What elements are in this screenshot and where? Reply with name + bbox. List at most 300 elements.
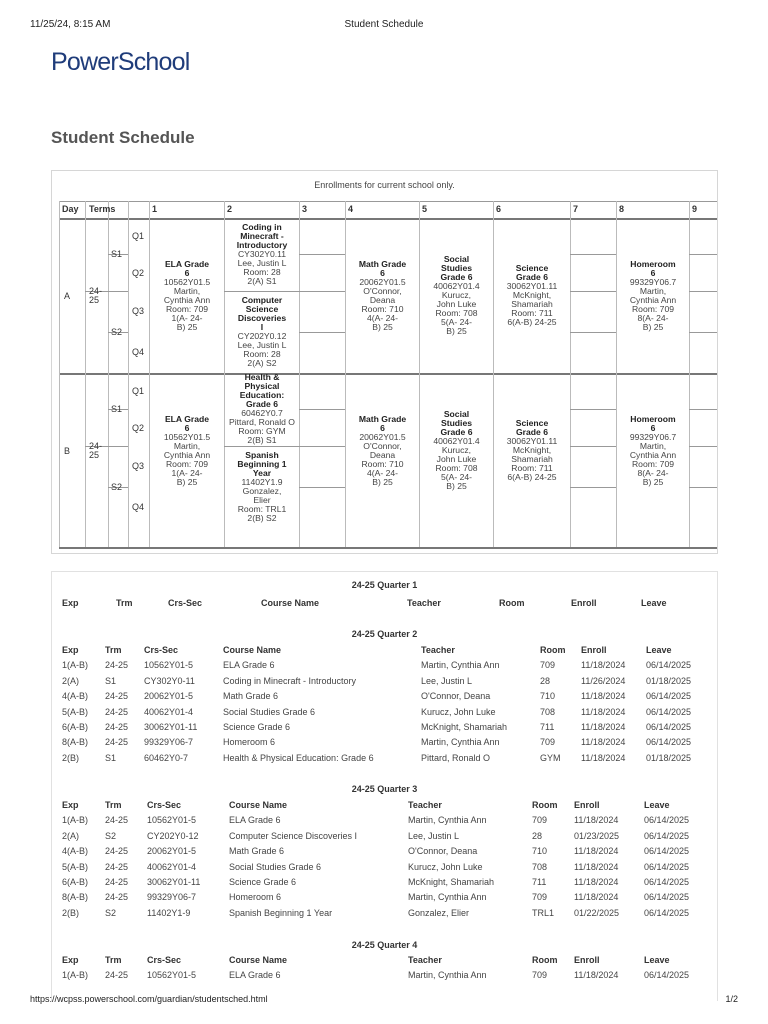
table-cell: 711: [532, 877, 547, 887]
table-cell: Computer Science Discoveries I: [229, 830, 358, 841]
table-row: [52, 970, 717, 983]
table-cell: Martin, Cynthia Ann: [408, 815, 487, 826]
table-cell: 06/14/2025: [644, 970, 690, 981]
grid-hline: [59, 547, 718, 549]
column-header-teacher: Teacher: [408, 800, 442, 810]
course-name-line: Homeroom: [630, 413, 676, 424]
course-detail-line: Martin,: [639, 285, 667, 296]
course-name-line: Discoveries: [237, 312, 287, 323]
course-detail-line: 99329Y06.7: [629, 276, 677, 287]
course-name-line: Grade 6: [440, 272, 473, 282]
course-detail-line: Martin,: [173, 285, 201, 296]
course-detail-line: B) 25: [176, 321, 198, 332]
course-detail-line: O'Connor,: [363, 440, 402, 451]
table-cell: 24-25: [105, 660, 129, 671]
table-cell: 710: [532, 846, 548, 857]
grid-hline: [299, 446, 345, 447]
course-detail-line: Pittard, Ronald O: [229, 417, 295, 428]
table-cell: 8(A-B): [62, 737, 89, 748]
header-period-7: 7: [573, 204, 579, 214]
table-cell: 24-25: [105, 861, 129, 872]
course-detail-line: 20062Y01.5: [359, 276, 406, 287]
table-cell: ELA Grade 6: [229, 815, 281, 826]
quarter-table-header: [52, 645, 717, 658]
course-detail-line: Room: 709: [631, 458, 675, 469]
table-cell: Lee, Justin L: [408, 830, 460, 841]
course-detail-line: Kurucz,: [441, 290, 472, 300]
course-info: [507, 264, 558, 327]
schedule-cell[interactable]: [420, 218, 493, 373]
course-detail-line: 10562Y01.5: [163, 276, 211, 287]
quarter-tables: [51, 571, 718, 1001]
course-name-line: Education:: [239, 390, 285, 401]
table-cell: 06/14/2025: [646, 737, 692, 748]
grid-vline: [299, 201, 300, 547]
course-detail-line: Room: 711: [511, 308, 553, 318]
schedule-matrix: [51, 170, 718, 554]
table-cell: CY202Y0-12: [147, 830, 199, 841]
table-cell: 11/18/2024: [574, 970, 619, 981]
quarter-label-Q2: Q2: [132, 267, 145, 278]
column-header-teacher: Teacher: [421, 645, 455, 655]
table-cell: ELA Grade 6: [229, 970, 281, 981]
column-header-exp: Exp: [62, 800, 79, 810]
table-row: [52, 892, 717, 905]
schedule-cell[interactable]: [150, 373, 224, 528]
grid-vline: [85, 201, 86, 547]
header-period-3: 3: [302, 204, 308, 214]
table-cell: Homeroom 6: [223, 737, 276, 748]
table-cell: 1(A-B): [62, 815, 89, 826]
table-cell: Gonzalez, Elier: [408, 907, 470, 918]
table-cell: 99329Y06-7: [144, 737, 194, 748]
column-header-enroll: Enroll: [571, 598, 597, 608]
header-period-5: 5: [422, 204, 428, 214]
table-cell: 24-25: [105, 737, 129, 748]
table-cell: 2(A): [62, 675, 80, 686]
grid-hline: [299, 254, 345, 255]
schedule-cell[interactable]: [346, 218, 419, 373]
table-cell: McKnight, Shamariah: [421, 722, 508, 732]
header-period-1: 1: [152, 204, 158, 214]
grid-hline: [689, 332, 718, 333]
column-header-trm: Trm: [105, 800, 122, 810]
course-detail-line: Elier: [253, 494, 271, 505]
table-row: [52, 722, 717, 735]
table-cell: 06/14/2025: [644, 815, 690, 826]
table-cell: 24-25: [105, 691, 129, 702]
grid-hline: [570, 409, 616, 410]
table-cell: Kurucz, John Luke: [421, 706, 496, 717]
grid-hline: [299, 332, 345, 333]
table-cell: 709: [540, 737, 556, 748]
table-cell: Math Grade 6: [229, 846, 285, 857]
table-cell: 30062Y01-11: [144, 722, 198, 732]
grid-hline: [689, 487, 718, 488]
course-name-line: Spanish: [245, 449, 279, 460]
course-detail-line: CY302Y0.11: [237, 248, 287, 259]
course-detail-line: 1(A- 24-: [171, 467, 203, 478]
table-cell: 11/18/2024: [574, 846, 619, 857]
table-cell: 06/14/2025: [646, 691, 692, 702]
grid-hline: [570, 332, 616, 333]
table-cell: 24-25: [105, 877, 129, 887]
table-row: [52, 676, 717, 689]
quarter-label-Q2: Q2: [132, 422, 145, 433]
course-detail-line: 11402Y1.9: [241, 476, 283, 487]
quarter-title: 24-25 Quarter 1: [351, 580, 418, 590]
table-cell: Martin, Cynthia Ann: [408, 970, 487, 981]
table-cell: 30062Y01-11: [147, 877, 201, 887]
table-row: [52, 753, 717, 766]
course-info: [507, 419, 558, 482]
table-cell: 709: [540, 660, 556, 671]
course-name-line: Beginning 1: [237, 458, 287, 469]
schedule-cell[interactable]: [225, 373, 299, 446]
course-name-line: Science: [515, 263, 549, 273]
course-name-line: ELA Grade: [164, 413, 210, 424]
table-cell: Social Studies Grade 6: [223, 706, 316, 717]
course-info: [237, 451, 286, 523]
course-detail-line: Lee, Justin L: [237, 257, 287, 268]
table-row: [52, 862, 717, 875]
column-header-room: Room: [532, 955, 558, 965]
schedule-cell[interactable]: [225, 218, 299, 291]
grid-hline: [689, 409, 718, 410]
page-number: 1/2: [725, 994, 738, 1004]
schedule-cell[interactable]: [494, 218, 570, 373]
column-header-trm: Trm: [116, 598, 133, 608]
course-detail-line: Room: 708: [435, 463, 478, 473]
table-cell: 709: [532, 815, 548, 826]
course-detail-line: Cynthia Ann: [629, 449, 677, 460]
schedule-cell[interactable]: [617, 373, 689, 528]
grid-hline: [299, 487, 345, 488]
table-cell: 01/18/2025: [646, 752, 692, 763]
column-header-trm: Trm: [105, 955, 122, 965]
table-cell: 11/18/2024: [574, 877, 619, 887]
course-detail-line: 20062Y01.5: [359, 431, 406, 442]
schedule-cell[interactable]: [494, 373, 570, 528]
course-name-line: Health &: [244, 372, 280, 383]
grid-hline: [570, 487, 616, 488]
table-cell: 6(A-B): [62, 722, 89, 732]
table-cell: Health & Physical Education: Grade 6: [223, 752, 374, 763]
table-cell: 06/14/2025: [644, 877, 690, 887]
course-detail-line: Room: 709: [631, 303, 675, 314]
course-detail-line: 5(A- 24-: [440, 472, 473, 482]
table-cell: 40062Y01-4: [144, 706, 194, 717]
course-name-line: Homeroom: [630, 258, 676, 269]
quarter-label-Q4: Q4: [132, 502, 145, 513]
page-title: Student Schedule: [51, 128, 195, 147]
grid-hline: [689, 446, 718, 447]
column-header-room: Room: [540, 645, 566, 655]
table-cell: 24-25: [105, 846, 129, 857]
table-cell: 28: [532, 830, 543, 841]
course-detail-line: Room: 709: [165, 303, 209, 314]
column-header-leave: Leave: [644, 955, 670, 965]
course-detail-line: John Luke: [436, 299, 477, 309]
column-header-course-name: Course Name: [261, 598, 320, 608]
grid-hline: [689, 291, 718, 292]
course-detail-line: Martin,: [173, 440, 201, 451]
column-header-crs-sec: Crs-Sec: [168, 598, 203, 608]
table-cell: 11/18/2024: [574, 861, 619, 872]
column-header-leave: Leave: [644, 800, 670, 810]
column-header-room: Room: [499, 598, 525, 608]
course-name-line: Grade 6: [245, 399, 278, 410]
quarter-title: 24-25 Quarter 4: [351, 940, 418, 950]
column-header-enroll: Enroll: [574, 800, 600, 810]
table-cell: S1: [105, 752, 117, 763]
column-header-crs-sec: Crs-Sec: [147, 800, 182, 810]
course-detail-line: 5(A- 24-: [440, 317, 473, 327]
column-header-enroll: Enroll: [574, 955, 600, 965]
course-name-line: 6: [380, 267, 385, 278]
table-cell: Social Studies Grade 6: [229, 861, 322, 872]
course-name-line: Math Grade: [358, 413, 407, 424]
course-detail-line: B) 25: [372, 476, 393, 487]
print-url: https://wcpss.powerschool.com/guardian/studentsched.html: [30, 994, 268, 1004]
table-cell: 11/26/2024: [581, 675, 626, 686]
table-cell: S1: [105, 675, 117, 686]
quarter-label-Q1: Q1: [132, 386, 145, 397]
print-header: [30, 19, 738, 33]
course-name-line: Physical: [244, 381, 280, 392]
column-header-enroll: Enroll: [581, 645, 607, 655]
table-cell: 40062Y01-4: [147, 861, 197, 872]
header-period-8: 8: [619, 204, 625, 214]
table-cell: 11/18/2024: [574, 815, 619, 826]
column-header-exp: Exp: [62, 598, 79, 608]
table-cell: 6(A-B): [62, 877, 89, 887]
course-detail-line: 30062Y01.11: [506, 436, 558, 446]
print-datetime: 11/25/24, 8:15 AM: [30, 19, 111, 30]
course-info: [433, 255, 479, 336]
course-detail-line: 1(A- 24-: [171, 312, 203, 323]
table-cell: Martin, Cynthia Ann: [408, 892, 487, 903]
course-info: [359, 260, 406, 332]
grid-hline: [299, 291, 345, 292]
table-row: [52, 660, 717, 673]
course-detail-line: B) 25: [176, 476, 198, 487]
course-info: [630, 260, 676, 332]
powerschool-logo[interactable]: PowerSchool: [51, 48, 190, 76]
course-detail-line: 2(A) S1: [247, 275, 277, 286]
course-name-line: Introductory: [236, 239, 288, 250]
course-name-line: 6: [184, 422, 190, 433]
course-name-line: Science: [515, 418, 549, 428]
schedule-cell[interactable]: [617, 218, 689, 373]
course-name-line: Year: [252, 467, 272, 478]
table-row: [52, 737, 717, 750]
course-detail-line: 6(A-B) 24-25: [507, 472, 557, 482]
table-row: [52, 831, 717, 844]
course-detail-line: Shamariah: [511, 299, 553, 309]
grid-vline: [59, 201, 60, 547]
grid-vline: [689, 201, 690, 547]
course-name-line: Science: [245, 303, 279, 314]
schedule-cell[interactable]: [225, 291, 299, 373]
grid-vline: [128, 201, 129, 547]
table-cell: 708: [532, 861, 548, 872]
quarter-title: 24-25 Quarter 2: [351, 629, 418, 639]
table-cell: 28: [540, 675, 551, 686]
table-cell: Kurucz, John Luke: [408, 861, 483, 872]
course-detail-line: B) 25: [642, 476, 664, 487]
course-info: [630, 415, 676, 487]
header-period-9: 9: [692, 204, 698, 214]
grid-hline: [59, 201, 718, 202]
header-day: Day: [62, 204, 79, 214]
course-detail-line: Cynthia Ann: [163, 449, 211, 460]
column-header-room: Room: [532, 800, 558, 810]
course-name-line: 6: [380, 422, 385, 433]
grid-vline: [108, 201, 109, 547]
schedule-cell[interactable]: [150, 218, 224, 373]
day-label-B: B: [64, 445, 71, 456]
table-cell: 8(A-B): [62, 892, 89, 903]
table-cell: 11/18/2024: [581, 691, 626, 702]
table-row: [52, 846, 717, 859]
course-info: [229, 373, 295, 445]
schedule-cell[interactable]: [225, 446, 299, 528]
table-cell: 5(A-B): [62, 706, 89, 717]
table-cell: S2: [105, 830, 117, 841]
schedule-cell[interactable]: [420, 373, 493, 528]
table-cell: 11/18/2024: [581, 706, 626, 717]
table-cell: 24-25: [105, 706, 129, 717]
course-detail-line: 40062Y01.4: [433, 436, 480, 446]
table-row: [52, 908, 717, 921]
column-header-leave: Leave: [641, 598, 667, 608]
table-cell: 01/23/2025: [574, 830, 620, 841]
course-detail-line: 40062Y01.4: [433, 281, 480, 291]
schedule-cell[interactable]: [346, 373, 419, 528]
grid-hline: [299, 409, 345, 410]
course-info: [164, 260, 210, 332]
table-cell: 11/18/2024: [581, 722, 626, 732]
column-header-teacher: Teacher: [408, 955, 442, 965]
table-cell: 1(A-B): [62, 970, 89, 981]
print-footer: [30, 994, 738, 1008]
course-info: [164, 415, 210, 487]
column-header-leave: Leave: [646, 645, 672, 655]
grid-hline: [570, 291, 616, 292]
table-cell: 06/14/2025: [646, 706, 692, 717]
column-header-teacher: Teacher: [407, 598, 441, 608]
table-cell: 708: [540, 706, 556, 717]
course-name-line: 6: [184, 267, 190, 278]
course-name-line: Grade 6: [515, 272, 548, 282]
quarter-label-Q3: Q3: [132, 461, 145, 472]
course-detail-line: Cynthia Ann: [629, 294, 677, 305]
course-name-line: Minecraft -: [240, 230, 284, 241]
table-cell: 11402Y1-9: [147, 907, 191, 918]
table-cell: Math Grade 6: [223, 691, 279, 702]
table-cell: 06/14/2025: [644, 861, 690, 872]
course-detail-line: Room: TRL1: [237, 503, 287, 514]
table-cell: GYM: [540, 752, 561, 763]
table-cell: Pittard, Ronald O: [421, 752, 491, 763]
column-header-exp: Exp: [62, 955, 79, 965]
header-period-4: 4: [348, 204, 354, 214]
course-detail-line: Room: 708: [435, 308, 478, 318]
course-name-line: 6: [650, 422, 656, 433]
course-detail-line: McKnight,: [512, 445, 552, 455]
course-name-line: Grade 6: [440, 427, 473, 437]
term-label: 24-25: [89, 440, 103, 460]
course-detail-line: 2(B) S2: [247, 512, 277, 523]
table-cell: 06/14/2025: [646, 722, 692, 732]
matrix-caption: Enrollments for current school only.: [314, 180, 455, 190]
table-cell: ELA Grade 6: [223, 660, 275, 671]
table-cell: 06/14/2025: [646, 660, 692, 671]
course-detail-line: Room: GYM: [238, 426, 286, 437]
table-cell: 11/18/2024: [581, 737, 626, 748]
table-cell: 01/22/2025: [574, 907, 620, 918]
course-detail-line: McKnight,: [512, 290, 552, 300]
table-cell: 2(B): [62, 907, 80, 918]
course-detail-line: B) 25: [372, 321, 393, 332]
course-detail-line: Room: 711: [511, 463, 553, 473]
table-cell: O'Connor, Deana: [421, 691, 491, 702]
table-cell: 2(B): [62, 752, 80, 763]
semester-label-S2: S2: [111, 326, 123, 337]
course-name-line: I: [260, 321, 264, 332]
column-header-crs-sec: Crs-Sec: [144, 645, 179, 655]
course-detail-line: 8(A- 24-: [637, 467, 669, 478]
course-detail-line: Shamariah: [511, 454, 553, 464]
grid-hline: [570, 254, 616, 255]
course-detail-line: Room: 710: [361, 303, 404, 314]
course-detail-line: Kurucz,: [441, 445, 472, 455]
course-detail-line: John Luke: [436, 454, 477, 464]
table-cell: 11/18/2024: [581, 660, 626, 671]
table-row: [52, 691, 717, 704]
course-detail-line: B) 25: [642, 321, 664, 332]
grid-hline: [689, 254, 718, 255]
course-detail-line: Lee, Justin L: [237, 339, 287, 350]
table-row: [52, 815, 717, 828]
course-detail-line: Gonzalez,: [242, 485, 282, 496]
table-cell: Spanish Beginning 1 Year: [229, 907, 333, 918]
course-detail-line: 6(A-B) 24-25: [507, 317, 557, 327]
table-cell: 60462Y0-7: [144, 752, 189, 763]
day-label-A: A: [64, 290, 71, 301]
course-detail-line: Deana: [369, 449, 396, 460]
header-period-6: 6: [496, 204, 502, 214]
table-cell: S2: [105, 907, 117, 918]
course-detail-line: Room: 28: [243, 348, 281, 359]
table-cell: 24-25: [105, 970, 129, 981]
course-name-line: Grade 6: [515, 427, 548, 437]
quarter-table-header: [52, 955, 717, 968]
quarter-title: 24-25 Quarter 3: [351, 784, 418, 794]
course-name-line: Math Grade: [358, 258, 407, 269]
table-cell: 5(A-B): [62, 861, 89, 872]
course-name-line: Computer: [241, 294, 283, 305]
column-header-crs-sec: Crs-Sec: [147, 955, 182, 965]
table-cell: 709: [532, 970, 548, 981]
print-title: Student Schedule: [344, 19, 424, 30]
table-cell: 10562Y01-5: [147, 815, 197, 826]
course-detail-line: 60462Y0.7: [241, 408, 283, 419]
table-cell: 1(A-B): [62, 660, 89, 671]
semester-label-S1: S1: [111, 404, 123, 415]
table-cell: 10562Y01-5: [144, 660, 194, 671]
